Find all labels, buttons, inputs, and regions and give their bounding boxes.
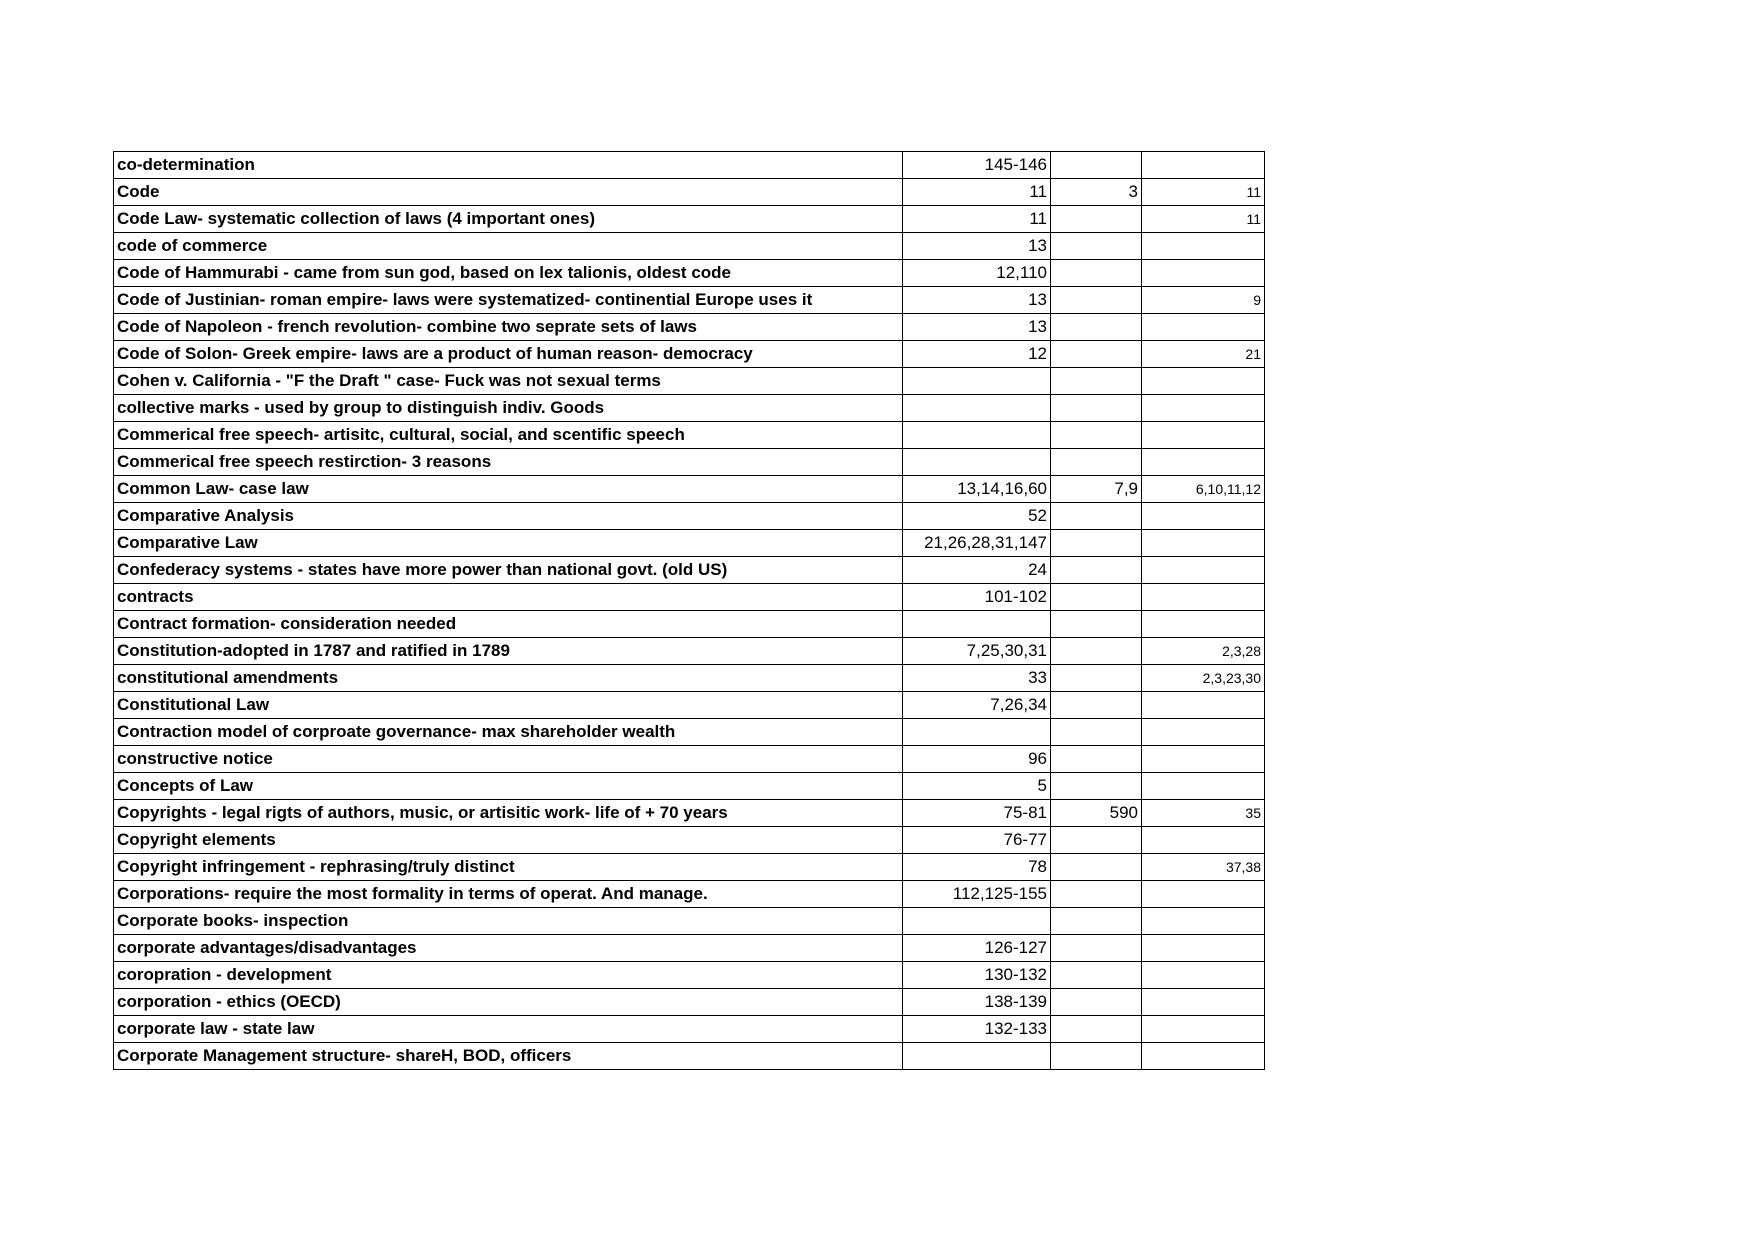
page-ref-cell	[903, 422, 1051, 449]
page-ref-cell: 52	[903, 503, 1051, 530]
table-row	[114, 800, 1265, 827]
col3-ref-cell	[1142, 314, 1265, 341]
term-cell: Corporations- require the most formality in terms of operat. And manage.	[114, 881, 903, 908]
page-ref-cell: 7,26,34	[903, 692, 1051, 719]
col2-ref-cell	[1051, 719, 1142, 746]
page-ref-cell: 75-81	[903, 800, 1051, 827]
table-row	[114, 719, 1265, 746]
col3-ref-cell: 2,3,28	[1142, 638, 1265, 665]
col2-ref-cell	[1051, 341, 1142, 368]
page-ref-cell: 12,110	[903, 260, 1051, 287]
page-ref-cell: 126-127	[903, 935, 1051, 962]
col3-ref-cell	[1142, 611, 1265, 638]
page-ref-cell: 13,14,16,60	[903, 476, 1051, 503]
col2-ref-cell	[1051, 611, 1142, 638]
col2-ref-cell	[1051, 206, 1142, 233]
col2-ref-cell	[1051, 854, 1142, 881]
col2-ref-cell	[1051, 1043, 1142, 1070]
page-ref-cell: 96	[903, 746, 1051, 773]
table-row	[114, 584, 1265, 611]
page-ref-cell: 13	[903, 314, 1051, 341]
term-cell: Contraction model of corproate governance- max shareholder wealth	[114, 719, 903, 746]
page-ref-cell: 138-139	[903, 989, 1051, 1016]
term-cell: Copyright infringement - rephrasing/truly distinct	[114, 854, 903, 881]
term-cell: corporate advantages/disadvantages	[114, 935, 903, 962]
table-row	[114, 665, 1265, 692]
col2-ref-cell	[1051, 422, 1142, 449]
term-cell: Confederacy systems - states have more power than national govt. (old US)	[114, 557, 903, 584]
term-cell: Code of Hammurabi - came from sun god, based on lex talionis, oldest code	[114, 260, 903, 287]
col3-ref-cell	[1142, 422, 1265, 449]
col3-ref-cell: 11	[1142, 206, 1265, 233]
page-ref-cell	[903, 368, 1051, 395]
page-ref-cell	[903, 1043, 1051, 1070]
term-cell: Corporate Management structure- shareH, BOD, officers	[114, 1043, 903, 1070]
page-ref-cell: 11	[903, 206, 1051, 233]
col3-ref-cell: 9	[1142, 287, 1265, 314]
table-row	[114, 854, 1265, 881]
page-ref-cell	[903, 908, 1051, 935]
page-ref-cell: 145-146	[903, 152, 1051, 179]
table-row	[114, 1043, 1265, 1070]
table-row	[114, 530, 1265, 557]
table-row	[114, 233, 1265, 260]
table-row	[114, 1016, 1265, 1043]
page-ref-cell: 33	[903, 665, 1051, 692]
col3-ref-cell	[1142, 935, 1265, 962]
page-ref-cell: 101-102	[903, 584, 1051, 611]
table-row	[114, 746, 1265, 773]
term-cell: Code	[114, 179, 903, 206]
table-row	[114, 449, 1265, 476]
table-row	[114, 368, 1265, 395]
term-cell: Code Law- systematic collection of laws (4 important ones)	[114, 206, 903, 233]
table-row	[114, 962, 1265, 989]
index-table	[113, 151, 1265, 1070]
col2-ref-cell	[1051, 557, 1142, 584]
term-cell: corporate law - state law	[114, 1016, 903, 1043]
col2-ref-cell	[1051, 368, 1142, 395]
term-cell: Cohen v. California - "F the Draft " case- Fuck was not sexual terms	[114, 368, 903, 395]
table-row	[114, 881, 1265, 908]
page-ref-cell: 21,26,28,31,147	[903, 530, 1051, 557]
page-ref-cell: 76-77	[903, 827, 1051, 854]
term-cell: constitutional amendments	[114, 665, 903, 692]
col3-ref-cell	[1142, 746, 1265, 773]
term-cell: Code of Solon- Greek empire- laws are a product of human reason- democracy	[114, 341, 903, 368]
col2-ref-cell	[1051, 962, 1142, 989]
col2-ref-cell	[1051, 665, 1142, 692]
col2-ref-cell	[1051, 881, 1142, 908]
col2-ref-cell: 590	[1051, 800, 1142, 827]
col3-ref-cell	[1142, 1043, 1265, 1070]
table-row	[114, 287, 1265, 314]
table-row	[114, 341, 1265, 368]
table-row	[114, 314, 1265, 341]
table-row	[114, 395, 1265, 422]
term-cell: Copyright elements	[114, 827, 903, 854]
page-ref-cell: 5	[903, 773, 1051, 800]
col2-ref-cell: 7,9	[1051, 476, 1142, 503]
col2-ref-cell	[1051, 233, 1142, 260]
term-cell: Common Law- case law	[114, 476, 903, 503]
term-cell: constructive notice	[114, 746, 903, 773]
col3-ref-cell	[1142, 989, 1265, 1016]
col3-ref-cell	[1142, 260, 1265, 287]
col2-ref-cell	[1051, 260, 1142, 287]
page-ref-cell: 13	[903, 287, 1051, 314]
term-cell: coropration - development	[114, 962, 903, 989]
col2-ref-cell	[1051, 1016, 1142, 1043]
term-cell: contracts	[114, 584, 903, 611]
term-cell: co-determination	[114, 152, 903, 179]
table-row	[114, 935, 1265, 962]
col2-ref-cell	[1051, 584, 1142, 611]
col3-ref-cell	[1142, 395, 1265, 422]
table-row	[114, 179, 1265, 206]
page-ref-cell	[903, 719, 1051, 746]
col2-ref-cell	[1051, 449, 1142, 476]
col2-ref-cell	[1051, 746, 1142, 773]
col2-ref-cell	[1051, 152, 1142, 179]
col3-ref-cell	[1142, 368, 1265, 395]
col2-ref-cell	[1051, 638, 1142, 665]
col3-ref-cell	[1142, 557, 1265, 584]
term-cell: collective marks - used by group to distinguish indiv. Goods	[114, 395, 903, 422]
term-cell: Comparative Law	[114, 530, 903, 557]
table-row	[114, 989, 1265, 1016]
page-ref-cell	[903, 449, 1051, 476]
col3-ref-cell: 21	[1142, 341, 1265, 368]
col3-ref-cell: 6,10,11,12	[1142, 476, 1265, 503]
col2-ref-cell	[1051, 935, 1142, 962]
col3-ref-cell	[1142, 827, 1265, 854]
table-row	[114, 476, 1265, 503]
table-row	[114, 503, 1265, 530]
page-ref-cell: 78	[903, 854, 1051, 881]
col3-ref-cell: 35	[1142, 800, 1265, 827]
col3-ref-cell	[1142, 584, 1265, 611]
col2-ref-cell	[1051, 503, 1142, 530]
term-cell: Comparative Analysis	[114, 503, 903, 530]
col3-ref-cell	[1142, 962, 1265, 989]
table-row	[114, 260, 1265, 287]
table-row	[114, 692, 1265, 719]
col2-ref-cell	[1051, 908, 1142, 935]
page-ref-cell: 132-133	[903, 1016, 1051, 1043]
col3-ref-cell	[1142, 530, 1265, 557]
col2-ref-cell	[1051, 827, 1142, 854]
table-row	[114, 611, 1265, 638]
table-row	[114, 638, 1265, 665]
col3-ref-cell	[1142, 908, 1265, 935]
page-ref-cell: 13	[903, 233, 1051, 260]
col3-ref-cell	[1142, 233, 1265, 260]
index-table-body	[114, 152, 1265, 1070]
col2-ref-cell	[1051, 530, 1142, 557]
term-cell: Constitution-adopted in 1787 and ratified in 1789	[114, 638, 903, 665]
col2-ref-cell: 3	[1051, 179, 1142, 206]
col3-ref-cell: 11	[1142, 179, 1265, 206]
term-cell: Corporate books- inspection	[114, 908, 903, 935]
col3-ref-cell	[1142, 449, 1265, 476]
term-cell: Commerical free speech- artisitc, cultural, social, and scentific speech	[114, 422, 903, 449]
col2-ref-cell	[1051, 989, 1142, 1016]
col3-ref-cell: 37,38	[1142, 854, 1265, 881]
page-ref-cell: 12	[903, 341, 1051, 368]
table-row	[114, 152, 1265, 179]
term-cell: Concepts of Law	[114, 773, 903, 800]
col3-ref-cell	[1142, 773, 1265, 800]
term-cell: Code of Justinian- roman empire- laws were systematized- continential Europe uses it	[114, 287, 903, 314]
page-ref-cell: 24	[903, 557, 1051, 584]
col2-ref-cell	[1051, 287, 1142, 314]
term-cell: code of commerce	[114, 233, 903, 260]
col2-ref-cell	[1051, 692, 1142, 719]
col3-ref-cell	[1142, 719, 1265, 746]
term-cell: corporation - ethics (OECD)	[114, 989, 903, 1016]
col3-ref-cell	[1142, 1016, 1265, 1043]
term-cell: Copyrights - legal rigts of authors, music, or artisitic work- life of + 70 years	[114, 800, 903, 827]
table-row	[114, 773, 1265, 800]
col3-ref-cell	[1142, 503, 1265, 530]
col3-ref-cell	[1142, 881, 1265, 908]
col2-ref-cell	[1051, 314, 1142, 341]
table-row	[114, 557, 1265, 584]
table-row	[114, 422, 1265, 449]
page-ref-cell: 11	[903, 179, 1051, 206]
page-ref-cell: 112,125-155	[903, 881, 1051, 908]
col3-ref-cell: 2,3,23,30	[1142, 665, 1265, 692]
term-cell: Contract formation- consideration needed	[114, 611, 903, 638]
table-row	[114, 206, 1265, 233]
page-ref-cell: 130-132	[903, 962, 1051, 989]
col2-ref-cell	[1051, 773, 1142, 800]
term-cell: Code of Napoleon - french revolution- combine two seprate sets of laws	[114, 314, 903, 341]
col3-ref-cell	[1142, 152, 1265, 179]
page-ref-cell	[903, 611, 1051, 638]
page-ref-cell: 7,25,30,31	[903, 638, 1051, 665]
table-row	[114, 827, 1265, 854]
page-ref-cell	[903, 395, 1051, 422]
col2-ref-cell	[1051, 395, 1142, 422]
col3-ref-cell	[1142, 692, 1265, 719]
term-cell: Constitutional Law	[114, 692, 903, 719]
table-row	[114, 908, 1265, 935]
term-cell: Commerical free speech restirction- 3 reasons	[114, 449, 903, 476]
